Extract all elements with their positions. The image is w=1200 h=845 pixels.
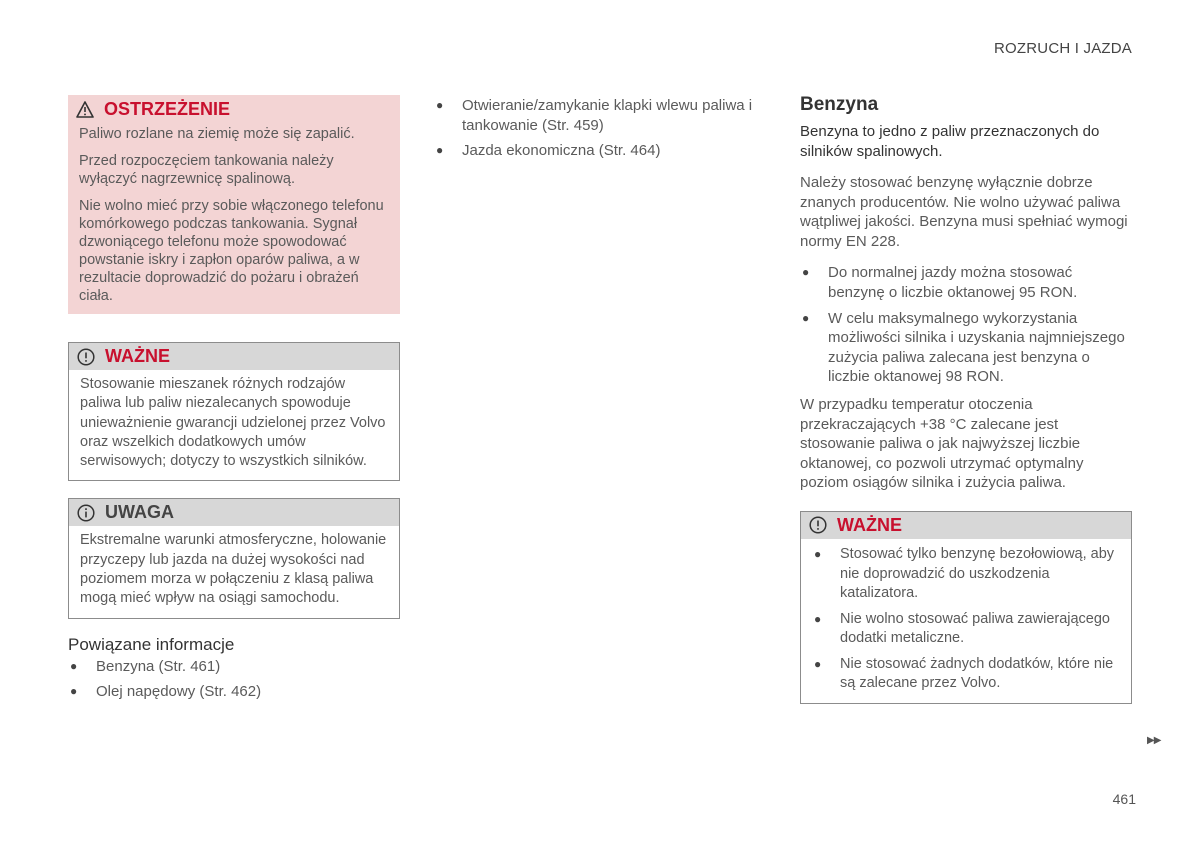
related-info (68, 635, 401, 702)
info-circle-icon (77, 504, 95, 522)
bullet-icon: ● (814, 611, 822, 626)
bullet-icon: ● (802, 265, 810, 280)
list-item: ● W celu maksymalnego wykorzystania możliwości silnika i uzyskania najmniejszego zużycia paliwa zalecana jest benzyna o liczbie oktanowej 98 RON. (802, 309, 1125, 386)
warning-box-header (68, 95, 400, 123)
important-box-header (801, 512, 1131, 539)
bullet-icon: ● (70, 684, 78, 699)
important-title: WAŻNE (837, 514, 902, 535)
section-title: Benzyna (800, 94, 879, 115)
column-right (800, 94, 1132, 704)
column-left (68, 95, 401, 708)
related-link[interactable]: ● Olej napędowy (Str. 462) (70, 683, 262, 701)
bullet-icon: ● (436, 143, 444, 158)
related-link[interactable]: ● Otwieranie/zamykanie klapki wlewu paliwa i tankowanie (Str. 459) (436, 97, 753, 134)
important-box (800, 511, 1132, 704)
warning-paragraph: Paliwo rozlane na ziemię może się zapalić. (79, 126, 355, 142)
column-middle (434, 96, 764, 167)
section-header: ROZRUCH I JAZDA (994, 40, 1132, 57)
note-box-header (69, 499, 399, 526)
important-box (68, 342, 400, 481)
exclamation-circle-icon (809, 516, 827, 534)
important-text: Stosowanie mieszanek różnych rodzajów paliwa lub paliw niezalecanych spowoduje unieważnienie gwarancji udzielonej przez Volvo oraz wszelkich dodatkowych umów serwisowych; dotyczy to wszystkich silników. (80, 376, 386, 470)
exclamation-circle-icon (77, 348, 95, 366)
related-list (68, 657, 401, 702)
bullet-icon: ● (814, 546, 822, 561)
note-box (68, 498, 400, 618)
list-item: ● Nie stosować żadnych dodatków, które nie są zalecane przez Volvo. (814, 655, 1114, 692)
list-item: ● Stosować tylko benzynę bezołowiową, aby nie doprowadzić do uszkodzenia katalizatora. (814, 545, 1115, 602)
important-title: WAŻNE (105, 346, 170, 366)
octane-list (800, 263, 1132, 387)
note-text: Ekstremalne warunki atmosferyczne, holowanie przyczepy lub jazda na dużej wysokości nad poziomem morza w połączeniu z klasą paliwa mogą mieć wpływ na osiągi samochodu. (80, 532, 387, 607)
warning-box (68, 95, 400, 314)
warning-paragraph: Przed rozpoczęciem tankowania należy wyłączyć nagrzewnicę spalinową. (79, 153, 334, 187)
body-paragraph: Należy stosować benzynę wyłącznie dobrze znanych producentów. Nie wolno używać paliwa wątpliwej jakości. Benzyna musi spełniać wymogi normy EN 228. (800, 174, 1128, 250)
lead-paragraph: Benzyna to jedno z paliw przeznaczonych do silników spalinowych. (800, 123, 1100, 160)
body-paragraph: W przypadku temperatur otoczenia przekraczających +38 °C zalecane jest stosowanie paliwa o jak najwyższej liczbie oktanowej, co pozwoli utrzymać optymalny poziom osiągów silnika i zużycia paliwa. (800, 395, 1084, 492)
bullet-icon: ● (802, 310, 810, 325)
warning-title: OSTRZEŻENIE (104, 98, 231, 119)
note-body (69, 526, 399, 617)
related-link[interactable]: ● Jazda ekonomiczna (Str. 464) (436, 142, 661, 160)
important-body (801, 539, 1131, 703)
list-item: ● Do normalnej jazdy można stosować benzynę o liczbie oktanowej 95 RON. (802, 264, 1078, 301)
note-title: UWAGA (105, 502, 174, 523)
page-number: 461 (1112, 791, 1136, 807)
warning-paragraph: Nie wolno mieć przy sobie włączonego telefonu komórkowego podczas tankowania. Sygnał dzwoniącego telefonu może spowodować powstanie iskry i zapłon oparów paliwa, a w rezultacie doprowadzić do pożaru i obrażeń ciała. (79, 198, 384, 304)
related-list-continued (434, 96, 764, 161)
warning-triangle-icon (76, 101, 94, 118)
list-item: ● Nie wolno stosować paliwa zawierającego dodatki metaliczne. (814, 610, 1110, 647)
related-link[interactable]: ● Benzyna (Str. 461) (70, 657, 221, 675)
bullet-icon: ● (814, 656, 822, 671)
related-heading: Powiązane informacje (68, 634, 235, 654)
important-body (69, 370, 399, 480)
warning-body (68, 123, 400, 314)
important-list (812, 545, 1121, 694)
bullet-icon: ● (436, 98, 444, 112)
bullet-icon: ● (70, 658, 78, 673)
continue-arrows-icon: ▶▶ (1147, 735, 1161, 746)
important-box-header (69, 343, 399, 370)
